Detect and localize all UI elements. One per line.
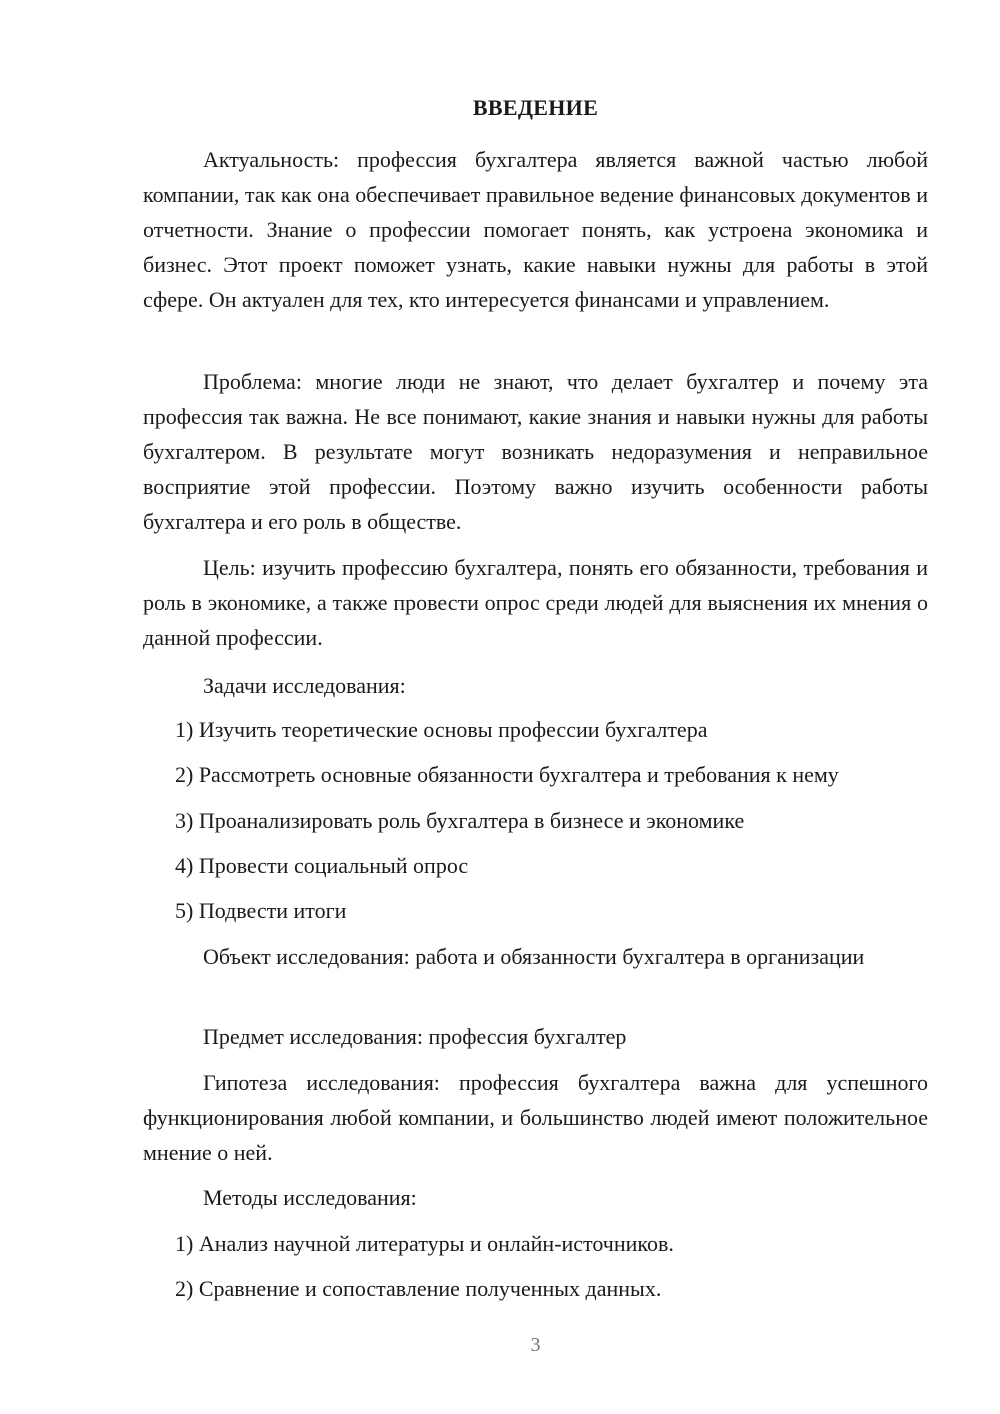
list-item: 4) Провести социальный опрос	[175, 853, 469, 878]
list-item: 2) Рассмотреть основные обязанности бухгалтера и требования к нему	[175, 762, 839, 787]
list-item: 1) Изучить теоретические основы профессии бухгалтера	[175, 717, 708, 742]
goal-paragraph: Цель: изучить профессию бухгалтера, понять его обязанности, требования и роль в экономике, а также провести опрос среди людей для выяснения их мнения о данной профессии.	[143, 555, 928, 650]
page-title: ВВЕДЕНИЕ	[472, 95, 599, 120]
list-item: 1) Анализ научной литературы и онлайн-источников.	[175, 1231, 674, 1256]
subject-line: Предмет исследования: профессия бухгалтер	[203, 1024, 627, 1049]
relevance-paragraph: Актуальность: профессия бухгалтера является важной частью любой компании, так как она обеспечивает правильное ведение финансовых документов и отчетности. Знание о профессии помогает понять, как устроена экономика и бизнес. Этот проект поможет узнать, какие навыки нужны для работы в этой сфере. Он актуален для тех, кто интересуется финансами и управлением.	[143, 147, 928, 312]
methods-title: Методы исследования:	[203, 1185, 417, 1210]
problem-paragraph: Проблема: многие люди не знают, что делает бухгалтер и почему эта профессия так важна. Не все понимают, какие знания и навыки нужны для работы бухгалтером. В результате могут возникать недоразумения и неправильное восприятие этой профессии. Поэтому важно изучить особенности работы бухгалтера и его роль в обществе.	[143, 369, 928, 534]
hypothesis-paragraph: Гипотеза исследования: профессия бухгалтера важна для успешного функционирования любой компании, и большинство людей имеют положительное мнение о ней.	[143, 1070, 928, 1165]
list-item: 5) Подвести итоги	[175, 898, 347, 923]
object-paragraph: Объект исследования: работа и обязанности бухгалтера в организации	[203, 944, 865, 969]
tasks-title: Задачи исследования:	[203, 673, 406, 698]
page-number: 3	[530, 1334, 541, 1356]
list-item: 2) Сравнение и сопоставление полученных данных.	[175, 1276, 662, 1301]
list-item: 3) Проанализировать роль бухгалтера в бизнесе и экономике	[175, 808, 745, 833]
